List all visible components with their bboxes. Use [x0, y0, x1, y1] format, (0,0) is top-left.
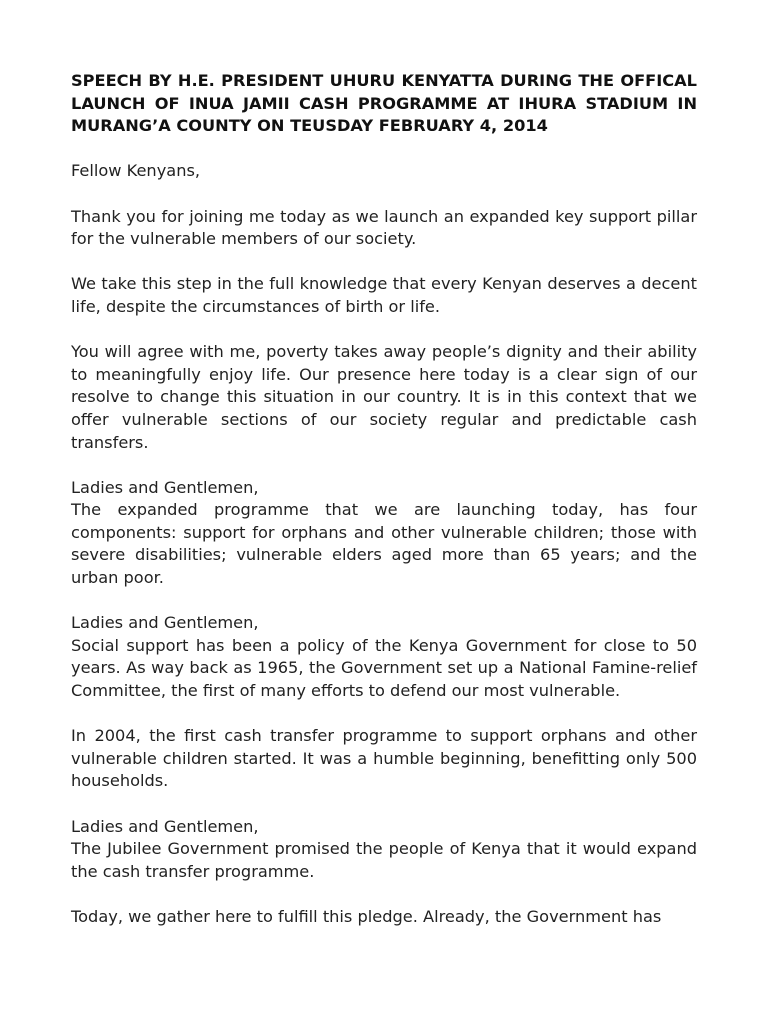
- section-social-support: [71, 612, 697, 702]
- paragraph-social-support: Social support has been a policy of the Kenya Government for close to 50 years. As way back as 1965, the Government set up a National Famine-relief Committee, the first of many efforts to defend our most vulnerable.: [71, 635, 697, 701]
- paragraph-jubilee: The Jubilee Government promised the people of Kenya that it would expand the cash transfer programme.: [71, 839, 697, 881]
- section-programme-components: [71, 477, 697, 590]
- section-jubilee-promise: [71, 816, 697, 884]
- paragraph-poverty: You will agree with me, poverty takes away people’s dignity and their ability to meaningfully enjoy life. Our presence here today is a clear sign of our resolve to change this situation in our country. It is in this context that we offer vulnerable sections of our society regular and predictable cash transfers.: [71, 342, 697, 452]
- greeting-ladies-gentlemen: Ladies and Gentlemen,: [71, 816, 259, 836]
- speech-document: [71, 70, 697, 929]
- paragraph-pledge-fragment: Today, we gather here to fulfill this pledge. Already, the Government has: [71, 906, 662, 926]
- salutation: Fellow Kenyans,: [71, 161, 201, 181]
- paragraph-components: The expanded programme that we are launching today, has four components: support for orphans and other vulnerable children; those with severe disabilities; vulnerable elders aged more than 65 years; and the urban poor.: [71, 500, 697, 588]
- greeting-ladies-gentlemen: Ladies and Gentlemen,: [71, 477, 259, 497]
- paragraph-thank-you: Thank you for joining me today as we launch an expanded key support pillar for the vulnerable members of our society.: [71, 206, 697, 249]
- greeting-ladies-gentlemen: Ladies and Gentlemen,: [71, 613, 259, 633]
- speech-title: SPEECH BY H.E. PRESIDENT UHURU KENYATTA DURING THE OFFICAL LAUNCH OF INUA JAMII CASH PROGRAMME AT IHURA STADIUM IN MURANG’A COUNTY ON TEUSDAY FEBRUARY 4, 2014: [71, 71, 697, 136]
- paragraph-2004: In 2004, the first cash transfer programme to support orphans and other vulnerable children started. It was a humble beginning, benefitting only 500 households.: [71, 726, 697, 791]
- paragraph-decent-life: We take this step in the full knowledge that every Kenyan deserves a decent life, despite the circumstances of birth or life.: [71, 274, 697, 316]
